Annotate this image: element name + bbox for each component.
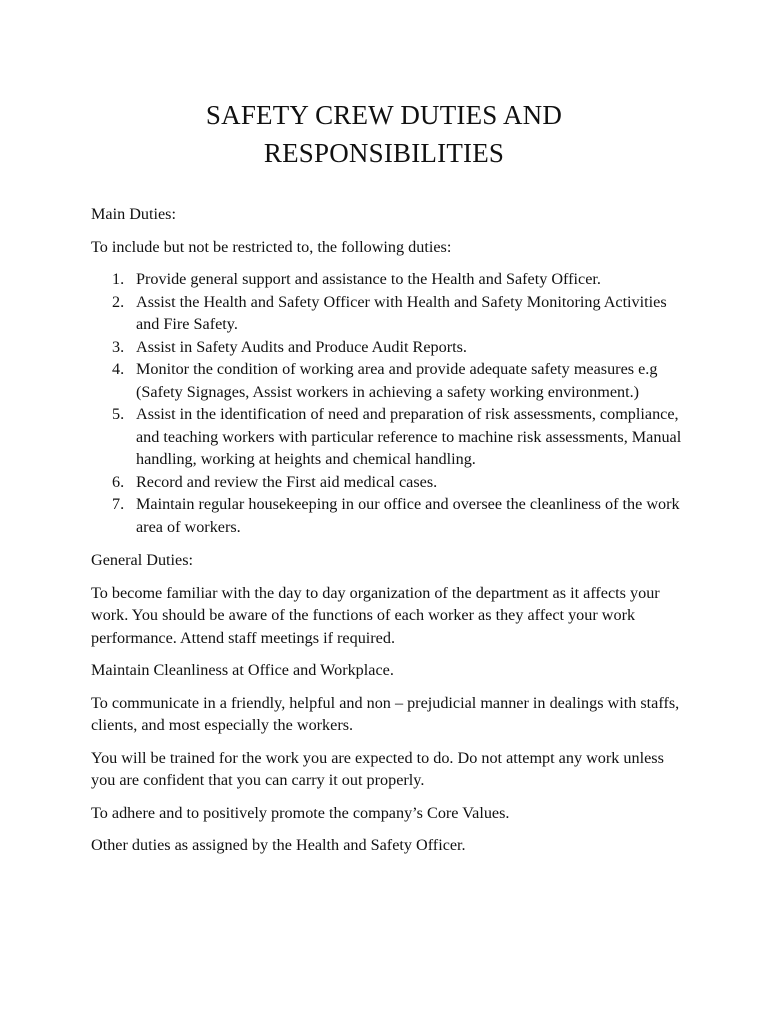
title-line: RESPONSIBILITIES	[263, 138, 505, 168]
main-duties-heading: Main Duties:	[91, 205, 176, 223]
list-item-number: 1.	[112, 270, 125, 288]
list-item-number: 4.	[112, 360, 125, 378]
main-duties-intro: To include but not be restricted to, the following duties:	[91, 237, 452, 256]
list-item-number: 3.	[112, 337, 125, 356]
list-item-text: Provide general support and assistance to the Health and Safety Officer.	[136, 270, 601, 288]
list-item	[91, 336, 691, 359]
list-item-text: Record and review the First aid medical cases.	[136, 472, 438, 491]
list-item-text: Assist in Safety Audits and Produce Audit Reports.	[136, 337, 467, 356]
list-item-text: Monitor the condition of working area and provide adequate safety measures e.g (Safety Signages, Assist workers in achieving a safety working environment.)	[136, 360, 658, 401]
general-duty-paragraph: To become familiar with the day to day organization of the department as it affects your work. You should be aware of the functions of each worker as they affect your work performance. Attend staff meetings if required.	[91, 583, 660, 647]
list-item	[91, 358, 691, 403]
list-item	[91, 471, 691, 494]
general-duty-paragraph: To communicate in a friendly, helpful and non – prejudicial manner in dealings with staffs, clients, and most especially the workers.	[91, 693, 680, 734]
general-duty-paragraph: Maintain Cleanliness at Office and Workplace.	[91, 661, 394, 679]
document-body	[91, 203, 691, 867]
list-item	[91, 268, 691, 291]
list-item	[91, 493, 691, 538]
list-item-number: 7.	[112, 495, 125, 513]
list-item-number: 6.	[112, 472, 125, 491]
title-line: SAFETY CREW DUTIES AND	[205, 100, 563, 130]
general-duty-paragraph: You will be trained for the work you are expected to do. Do not attempt any work unless you are confident that you can carry it out properly.	[91, 748, 664, 789]
list-item	[91, 291, 691, 336]
general-duties-heading: General Duties:	[91, 551, 194, 569]
list-item-number: 2.	[112, 292, 125, 311]
list-item-text: Assist the Health and Safety Officer with Health and Safety Monitoring Activities and Fire Safety.	[136, 292, 667, 333]
general-duty-paragraph: Other duties as assigned by the Health and Safety Officer.	[91, 836, 466, 854]
list-item	[91, 403, 691, 471]
document-title	[0, 96, 768, 172]
list-item-text: Maintain regular housekeeping in our office and oversee the cleanliness of the work area of workers.	[136, 495, 680, 536]
general-duty-paragraph: To adhere and to positively promote the company’s Core Values.	[91, 803, 510, 822]
main-duties-list	[91, 268, 691, 538]
list-item-number: 5.	[112, 405, 125, 423]
list-item-text: Assist in the identification of need and preparation of risk assessments, compliance, and teaching workers with particular reference to machine risk assessments, Manual handling, working at heights and chemical handling.	[136, 405, 682, 468]
